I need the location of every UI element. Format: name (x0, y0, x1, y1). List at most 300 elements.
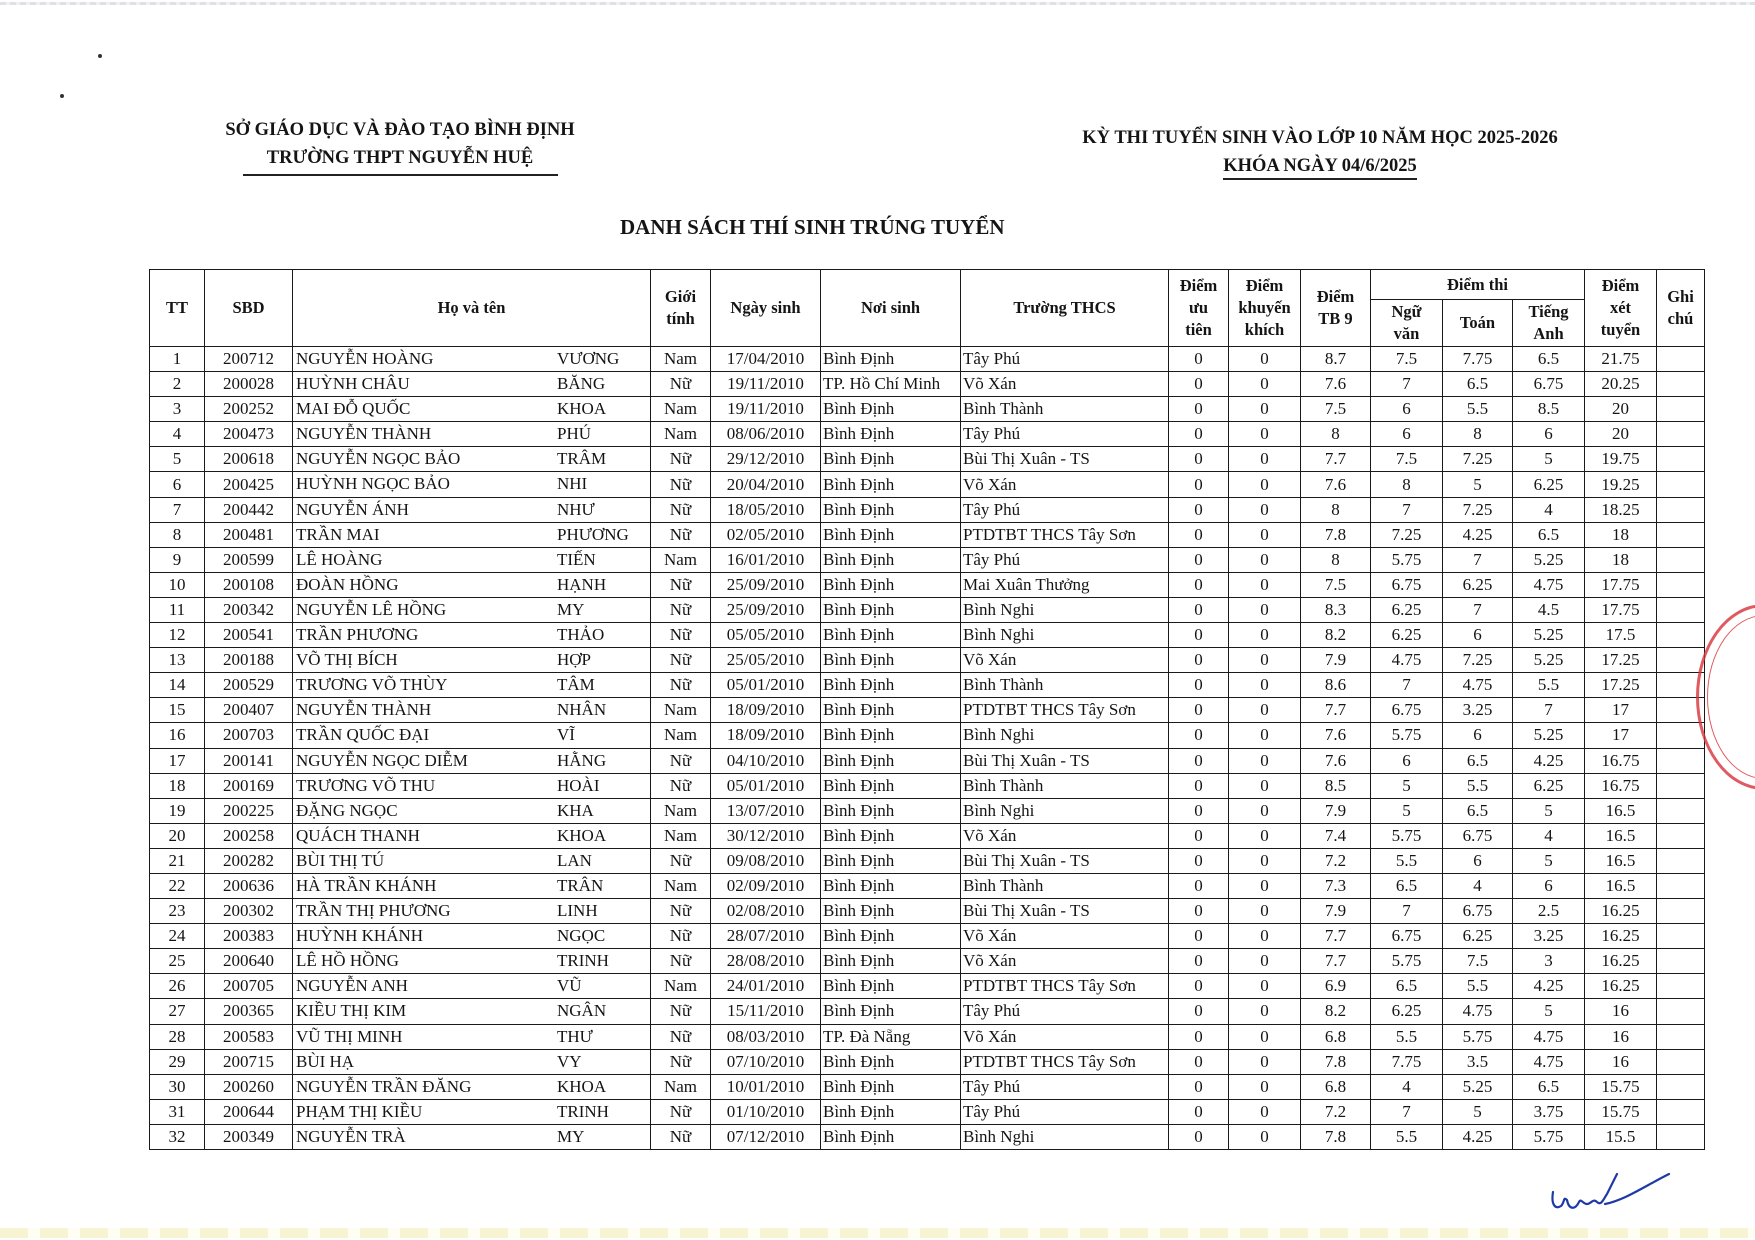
cell-math: 6.5 (1443, 372, 1513, 397)
col-english: Tiếng Anh (1513, 300, 1585, 347)
cell-priority: 0 (1169, 1024, 1229, 1049)
cell-school: Bình Nghi (961, 623, 1169, 648)
cell-tb9: 7.3 (1301, 873, 1371, 898)
surname-middle: HÀ TRẦN KHÁNH (296, 875, 437, 895)
surname-middle: NGUYỄN NGỌC BẢO (296, 449, 461, 469)
cell-english: 7 (1513, 698, 1585, 723)
cell-dob: 28/08/2010 (711, 949, 821, 974)
cell-tb9: 8.2 (1301, 623, 1371, 648)
cell-literature: 7.5 (1371, 447, 1443, 472)
cell-sbd: 200349 (205, 1124, 293, 1149)
cell-dob: 02/09/2010 (711, 873, 821, 898)
department-name: SỞ GIÁO DỤC VÀ ĐÀO TẠO BÌNH ĐỊNH (225, 120, 575, 140)
cell-priority: 0 (1169, 597, 1229, 622)
given-name: NGÂN (557, 1001, 607, 1021)
cell-birthplace: Bình Định (821, 924, 961, 949)
cell-school: PTDTBT THCS Tây Sơn (961, 974, 1169, 999)
cell-tb9: 6.8 (1301, 1024, 1371, 1049)
cell-total: 17.25 (1585, 673, 1657, 698)
cell-sbd: 200715 (205, 1049, 293, 1074)
col-group-exam: Điểm thi (1371, 270, 1585, 300)
surname-middle: NGUYỄN TRẦN ĐĂNG (296, 1076, 472, 1096)
cell-gender: Nam (651, 698, 711, 723)
cell-total: 18.25 (1585, 497, 1657, 522)
cell-name (293, 497, 651, 522)
cell-birthplace: Bình Định (821, 798, 961, 823)
cell-tb9: 7.5 (1301, 572, 1371, 597)
cell-sbd: 200636 (205, 873, 293, 898)
cell-literature: 7 (1371, 372, 1443, 397)
cell-dob: 18/09/2010 (711, 723, 821, 748)
cell-tt: 26 (150, 974, 205, 999)
given-name: TRINH (557, 1101, 609, 1121)
cell-math: 5 (1443, 472, 1513, 497)
table-row (150, 748, 1705, 773)
col-priority: Điểm ưu tiên (1169, 270, 1229, 347)
cell-gender: Nữ (651, 1024, 711, 1049)
col-total: Điểm xét tuyển (1585, 270, 1657, 347)
cell-school: PTDTBT THCS Tây Sơn (961, 522, 1169, 547)
table-row (150, 848, 1705, 873)
cell-total: 16.5 (1585, 823, 1657, 848)
cell-bonus: 0 (1229, 572, 1301, 597)
cell-tb9: 7.2 (1301, 1099, 1371, 1124)
cell-english: 6.25 (1513, 773, 1585, 798)
cell-name (293, 899, 651, 924)
cell-name (293, 1024, 651, 1049)
cell-sbd: 200712 (205, 347, 293, 372)
cell-math: 4 (1443, 873, 1513, 898)
cell-note (1657, 623, 1705, 648)
cell-priority: 0 (1169, 497, 1229, 522)
cell-tt: 30 (150, 1074, 205, 1099)
given-name: BĂNG (557, 374, 606, 394)
cell-name (293, 798, 651, 823)
cell-math: 6.75 (1443, 823, 1513, 848)
table-body (150, 347, 1705, 1150)
cell-sbd: 200473 (205, 422, 293, 447)
given-name: KHOA (557, 1076, 607, 1096)
cell-tb9: 7.2 (1301, 848, 1371, 873)
cell-sbd: 200252 (205, 397, 293, 422)
cell-name (293, 698, 651, 723)
cell-school: Bình Thành (961, 873, 1169, 898)
cell-note (1657, 723, 1705, 748)
cell-bonus: 0 (1229, 547, 1301, 572)
cell-english: 6.25 (1513, 472, 1585, 497)
cell-note (1657, 497, 1705, 522)
cell-birthplace: Bình Định (821, 698, 961, 723)
cell-bonus: 0 (1229, 472, 1301, 497)
cell-school: Bình Nghi (961, 1124, 1169, 1149)
col-tb9: Điểm TB 9 (1301, 270, 1371, 347)
cell-name (293, 924, 651, 949)
cell-total: 18 (1585, 522, 1657, 547)
cell-priority: 0 (1169, 347, 1229, 372)
cell-tt: 5 (150, 447, 205, 472)
cell-birthplace: Bình Định (821, 673, 961, 698)
surname-middle: HUỲNH KHÁNH (296, 926, 424, 946)
table-header (150, 270, 1705, 347)
cell-sbd: 200108 (205, 572, 293, 597)
cell-tb9: 8.3 (1301, 597, 1371, 622)
cell-dob: 07/12/2010 (711, 1124, 821, 1149)
cell-gender: Nữ (651, 497, 711, 522)
cell-school: Mai Xuân Thưởng (961, 572, 1169, 597)
cell-sbd: 200258 (205, 823, 293, 848)
cell-literature: 5.5 (1371, 1124, 1443, 1149)
cell-gender: Nữ (651, 522, 711, 547)
surname-middle: BÙI THỊ TÚ (296, 850, 385, 870)
cell-gender: Nam (651, 723, 711, 748)
cell-gender: Nữ (651, 372, 711, 397)
cell-tt: 14 (150, 673, 205, 698)
cell-dob: 16/01/2010 (711, 547, 821, 572)
cell-note (1657, 648, 1705, 673)
given-name: TIẾN (557, 549, 596, 569)
cell-tt: 15 (150, 698, 205, 723)
surname-middle: VŨ THỊ MINH (296, 1026, 403, 1046)
cell-gender: Nam (651, 823, 711, 848)
cell-math: 7.25 (1443, 648, 1513, 673)
cell-gender: Nam (651, 347, 711, 372)
cell-total: 16.5 (1585, 873, 1657, 898)
given-name: KHOA (557, 825, 607, 845)
cell-note (1657, 873, 1705, 898)
cell-sbd: 200618 (205, 447, 293, 472)
cell-name (293, 823, 651, 848)
document-title: DANH SÁCH THÍ SINH TRÚNG TUYỂN (620, 215, 1005, 239)
cell-sbd: 200583 (205, 1024, 293, 1049)
cell-english: 4.25 (1513, 748, 1585, 773)
exam-name: KỲ THI TUYỂN SINH VÀO LỚP 10 NĂM HỌC 2025-2026 (1082, 128, 1558, 148)
cell-note (1657, 572, 1705, 597)
cell-literature: 6.75 (1371, 924, 1443, 949)
table-row (150, 924, 1705, 949)
cell-bonus: 0 (1229, 623, 1301, 648)
table-row (150, 447, 1705, 472)
cell-birthplace: Bình Định (821, 547, 961, 572)
cell-school: Võ Xán (961, 472, 1169, 497)
cell-english: 5.25 (1513, 623, 1585, 648)
cell-english: 5.25 (1513, 723, 1585, 748)
cell-dob: 29/12/2010 (711, 447, 821, 472)
cell-name (293, 372, 651, 397)
cell-note (1657, 823, 1705, 848)
cell-priority: 0 (1169, 999, 1229, 1024)
cell-birthplace: Bình Định (821, 648, 961, 673)
cell-birthplace: Bình Định (821, 347, 961, 372)
cell-tt: 31 (150, 1099, 205, 1124)
surname-middle: TRƯƠNG VÕ THÙY (296, 675, 448, 695)
cell-birthplace: Bình Định (821, 597, 961, 622)
cell-tb9: 7.8 (1301, 1124, 1371, 1149)
given-name: PHƯƠNG (557, 524, 629, 544)
cell-gender: Nữ (651, 673, 711, 698)
cell-bonus: 0 (1229, 848, 1301, 873)
table-row (150, 397, 1705, 422)
cell-literature: 4 (1371, 1074, 1443, 1099)
cell-bonus: 0 (1229, 347, 1301, 372)
cell-name (293, 949, 651, 974)
cell-dob: 09/08/2010 (711, 848, 821, 873)
cell-school: Bình Thành (961, 773, 1169, 798)
cell-english: 5 (1513, 848, 1585, 873)
cell-math: 7.25 (1443, 497, 1513, 522)
cell-sbd: 200282 (205, 848, 293, 873)
cell-sbd: 200028 (205, 372, 293, 397)
cell-school: Bình Thành (961, 397, 1169, 422)
surname-middle: ĐẶNG NGỌC (296, 800, 398, 820)
cell-tb9: 6.9 (1301, 974, 1371, 999)
cell-literature: 6.5 (1371, 974, 1443, 999)
cell-literature: 7.25 (1371, 522, 1443, 547)
given-name: LAN (557, 850, 592, 870)
cell-birthplace: Bình Định (821, 823, 961, 848)
admission-table (149, 269, 1705, 1150)
table-row (150, 1024, 1705, 1049)
cell-gender: Nam (651, 873, 711, 898)
cell-tb9: 8.6 (1301, 673, 1371, 698)
cell-gender: Nữ (651, 623, 711, 648)
given-name: HẰNG (557, 750, 607, 770)
cell-tb9: 7.8 (1301, 1049, 1371, 1074)
cell-birthplace: Bình Định (821, 422, 961, 447)
cell-total: 18 (1585, 547, 1657, 572)
cell-bonus: 0 (1229, 798, 1301, 823)
cell-birthplace: Bình Định (821, 397, 961, 422)
cell-priority: 0 (1169, 698, 1229, 723)
cell-note (1657, 848, 1705, 873)
cell-birthplace: Bình Định (821, 773, 961, 798)
cell-name (293, 848, 651, 873)
cell-gender: Nữ (651, 597, 711, 622)
cell-priority: 0 (1169, 924, 1229, 949)
cell-name (293, 422, 651, 447)
col-tt: TT (150, 270, 205, 347)
cell-name (293, 572, 651, 597)
cell-bonus: 0 (1229, 372, 1301, 397)
cell-dob: 01/10/2010 (711, 1099, 821, 1124)
cell-literature: 6 (1371, 422, 1443, 447)
cell-literature: 5.75 (1371, 723, 1443, 748)
table-row (150, 372, 1705, 397)
cell-sbd: 200188 (205, 648, 293, 673)
cell-note (1657, 974, 1705, 999)
cell-total: 16 (1585, 999, 1657, 1024)
cell-math: 4.25 (1443, 1124, 1513, 1149)
cell-school: Võ Xán (961, 1024, 1169, 1049)
cell-total: 17.75 (1585, 597, 1657, 622)
cell-priority: 0 (1169, 1099, 1229, 1124)
cell-school: Tây Phú (961, 999, 1169, 1024)
cell-dob: 30/12/2010 (711, 823, 821, 848)
cell-dob: 25/05/2010 (711, 648, 821, 673)
surname-middle: NGUYỄN THÀNH (296, 424, 432, 444)
cell-dob: 24/01/2010 (711, 974, 821, 999)
cell-total: 16.75 (1585, 748, 1657, 773)
cell-english: 4 (1513, 497, 1585, 522)
cell-english: 5.5 (1513, 673, 1585, 698)
table-row (150, 472, 1705, 497)
cell-note (1657, 1024, 1705, 1049)
col-bonus: Điểm khuyến khích (1229, 270, 1301, 347)
cell-name (293, 723, 651, 748)
cell-dob: 15/11/2010 (711, 999, 821, 1024)
cell-tt: 19 (150, 798, 205, 823)
cell-total: 16 (1585, 1024, 1657, 1049)
cell-english: 6.5 (1513, 522, 1585, 547)
cell-dob: 08/03/2010 (711, 1024, 821, 1049)
cell-literature: 5.75 (1371, 823, 1443, 848)
cell-gender: Nữ (651, 1099, 711, 1124)
cell-priority: 0 (1169, 773, 1229, 798)
cell-note (1657, 1099, 1705, 1124)
cell-literature: 7.5 (1371, 347, 1443, 372)
cell-gender: Nam (651, 397, 711, 422)
cell-sbd: 200365 (205, 999, 293, 1024)
cell-literature: 6.75 (1371, 572, 1443, 597)
cell-gender: Nữ (651, 472, 711, 497)
cell-total: 17.75 (1585, 572, 1657, 597)
given-name: THƯ (557, 1026, 593, 1046)
cell-total: 16.25 (1585, 949, 1657, 974)
surname-middle: MAI ĐỖ QUỐC (296, 399, 411, 419)
cell-literature: 7 (1371, 899, 1443, 924)
table-row (150, 698, 1705, 723)
table-row (150, 623, 1705, 648)
cell-math: 8 (1443, 422, 1513, 447)
cell-note (1657, 397, 1705, 422)
cell-total: 21.75 (1585, 347, 1657, 372)
cell-note (1657, 798, 1705, 823)
cell-bonus: 0 (1229, 673, 1301, 698)
given-name: PHÚ (557, 424, 592, 444)
cell-english: 6.75 (1513, 372, 1585, 397)
cell-literature: 5 (1371, 798, 1443, 823)
table-row (150, 999, 1705, 1024)
cell-note (1657, 748, 1705, 773)
cell-bonus: 0 (1229, 1024, 1301, 1049)
cell-literature: 6.75 (1371, 698, 1443, 723)
cell-priority: 0 (1169, 472, 1229, 497)
given-name: NHÂN (557, 700, 607, 720)
given-name: KHA (557, 800, 594, 820)
cell-literature: 4.75 (1371, 648, 1443, 673)
table-row (150, 773, 1705, 798)
surname-middle: BÙI HẠ (296, 1051, 355, 1071)
cell-english: 6.5 (1513, 347, 1585, 372)
given-name: NGỌC (557, 926, 606, 946)
cell-birthplace: Bình Định (821, 472, 961, 497)
surname-middle: TRƯƠNG VÕ THU (296, 775, 436, 795)
cell-note (1657, 422, 1705, 447)
cell-gender: Nữ (651, 899, 711, 924)
cell-school: PTDTBT THCS Tây Sơn (961, 698, 1169, 723)
cell-dob: 25/09/2010 (711, 572, 821, 597)
col-gender: Giới tính (651, 270, 711, 347)
cell-gender: Nam (651, 422, 711, 447)
signature (1545, 1170, 1675, 1220)
cell-total: 20 (1585, 422, 1657, 447)
cell-name (293, 1049, 651, 1074)
cell-total: 17.5 (1585, 623, 1657, 648)
cell-school: Bùi Thị Xuân - TS (961, 899, 1169, 924)
cell-gender: Nữ (651, 773, 711, 798)
cell-name (293, 1124, 651, 1149)
cell-total: 15.75 (1585, 1074, 1657, 1099)
cell-english: 5 (1513, 447, 1585, 472)
cell-school: Tây Phú (961, 497, 1169, 522)
cell-birthplace: Bình Định (821, 748, 961, 773)
cell-math: 7 (1443, 597, 1513, 622)
cell-priority: 0 (1169, 723, 1229, 748)
given-name: VƯƠNG (557, 349, 620, 368)
given-name: TRÂN (557, 875, 604, 895)
cell-gender: Nữ (651, 949, 711, 974)
cell-school: Bùi Thị Xuân - TS (961, 848, 1169, 873)
cell-english: 5.25 (1513, 648, 1585, 673)
cell-sbd: 200481 (205, 522, 293, 547)
cell-priority: 0 (1169, 899, 1229, 924)
cell-note (1657, 1049, 1705, 1074)
given-name: TÂM (557, 675, 595, 695)
surname-middle: NGUYỄN LÊ HỒNG (296, 599, 447, 619)
cell-gender: Nữ (651, 648, 711, 673)
cell-math: 4.25 (1443, 522, 1513, 547)
table-row (150, 823, 1705, 848)
cell-priority: 0 (1169, 422, 1229, 447)
cell-name (293, 873, 651, 898)
cell-name (293, 397, 651, 422)
table-row (150, 899, 1705, 924)
cell-english: 5.75 (1513, 1124, 1585, 1149)
cell-dob: 05/05/2010 (711, 623, 821, 648)
cell-note (1657, 472, 1705, 497)
cell-english: 4 (1513, 823, 1585, 848)
table-row (150, 873, 1705, 898)
cell-math: 5.5 (1443, 773, 1513, 798)
cell-priority: 0 (1169, 949, 1229, 974)
col-literature: Ngữ văn (1371, 300, 1443, 347)
cell-bonus: 0 (1229, 723, 1301, 748)
cell-bonus: 0 (1229, 497, 1301, 522)
cell-total: 16.75 (1585, 773, 1657, 798)
surname-middle: NGUYỄN TRÀ (296, 1126, 406, 1146)
cell-total: 17 (1585, 723, 1657, 748)
cell-birthplace: Bình Định (821, 848, 961, 873)
cell-tb9: 7.4 (1301, 823, 1371, 848)
issuer-header (215, 116, 585, 176)
cell-school: Tây Phú (961, 1099, 1169, 1124)
cell-total: 17 (1585, 698, 1657, 723)
cell-tb9: 7.7 (1301, 698, 1371, 723)
cell-school: Bùi Thị Xuân - TS (961, 748, 1169, 773)
surname-middle: HUỲNH CHÂU (296, 374, 410, 394)
cell-school: PTDTBT THCS Tây Sơn (961, 1049, 1169, 1074)
cell-name (293, 547, 651, 572)
cell-math: 3.5 (1443, 1049, 1513, 1074)
cell-gender: Nữ (651, 848, 711, 873)
cell-sbd: 200442 (205, 497, 293, 522)
cell-tb9: 8 (1301, 547, 1371, 572)
cell-total: 15.5 (1585, 1124, 1657, 1149)
cell-note (1657, 597, 1705, 622)
cell-total: 19.25 (1585, 472, 1657, 497)
cell-priority: 0 (1169, 397, 1229, 422)
cell-name (293, 347, 651, 372)
cell-english: 2.5 (1513, 899, 1585, 924)
